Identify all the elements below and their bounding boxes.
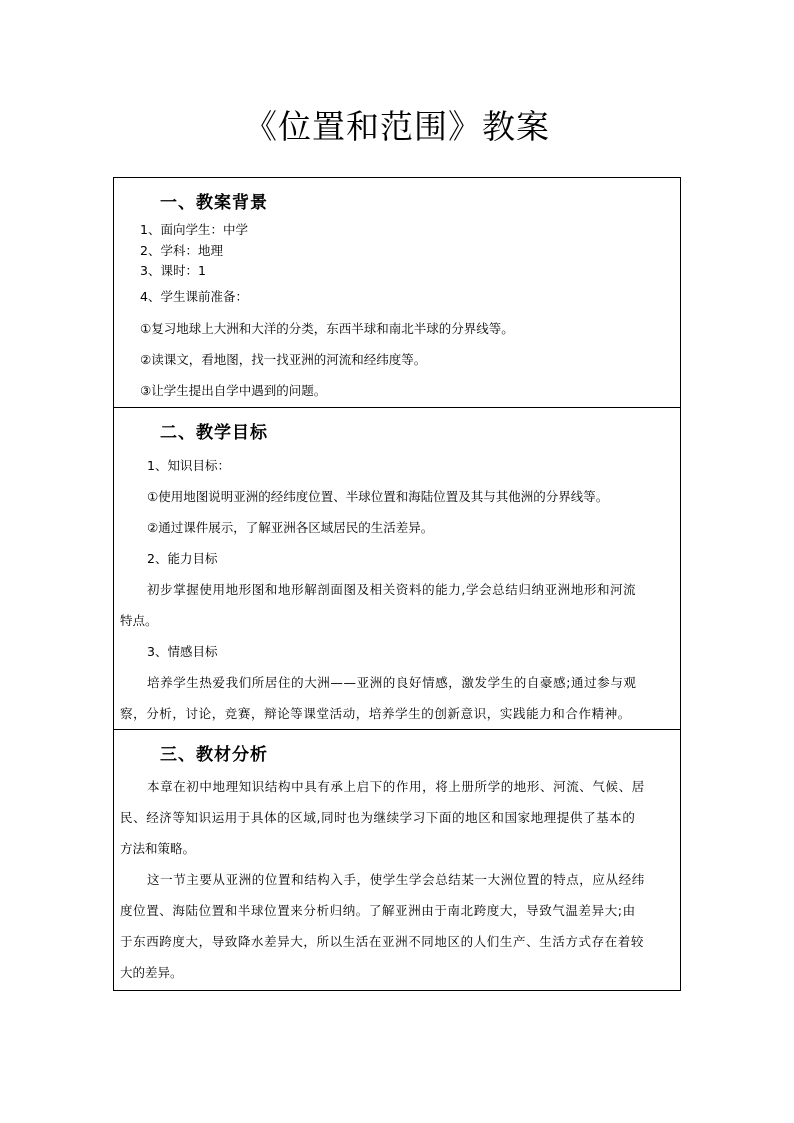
section-objectives — [114, 407, 680, 729]
section-heading-analysis: 三、教材分析 — [160, 745, 268, 765]
list-item: ①复习地球上大洲和大洋的分类，东西半球和南北半球的分界线等。 — [140, 321, 514, 336]
lesson-plan-table — [113, 177, 681, 991]
paragraph-line: 特点。 — [120, 613, 158, 628]
section-heading-objectives: 二、教学目标 — [160, 423, 268, 443]
paragraph-line: 本章在初中地理知识结构中具有承上启下的作用，将上册所学的地形、河流、气候、居 — [147, 779, 645, 794]
list-item: ③让学生提出自学中遇到的问题。 — [140, 383, 327, 398]
list-item: ②读课文，看地图，找一找亚洲的河流和经纬度等。 — [140, 352, 427, 367]
paragraph-line: 民、经济等知识运用于具体的区域,同时也为继续学习下面的地区和国家地理提供了基本的 — [120, 810, 636, 825]
section-background — [114, 178, 680, 407]
paragraph-line: 培养学生热爱我们所居住的大洲——亚洲的良好情感，激发学生的自豪感;通过参与观 — [147, 675, 637, 690]
paragraph-line: 这一节主要从亚洲的位置和结构入手，使学生学会总结某一大洲位置的特点，应从经纬 — [147, 872, 645, 887]
knowledge-item: ②通过课件展示，了解亚洲各区域居民的生活差异。 — [147, 520, 434, 535]
paragraph-line: 大的差异。 — [120, 965, 183, 980]
paragraph-line: 察，分析，讨论，竞赛，辩论等课堂活动，培养学生的创新意识，实践能力和合作精神。 — [120, 706, 631, 721]
section-material-analysis — [114, 729, 680, 990]
subheading-ability: 2、能力目标 — [147, 551, 218, 566]
list-item: 3、课时：1 — [140, 263, 206, 278]
paragraph-line: 度位置、海陆位置和半球位置来分析归纳。了解亚洲由于南北跨度大，导致气温差异大;由 — [120, 903, 636, 918]
list-item: 1、面向学生：中学 — [140, 222, 248, 237]
list-item: 4、学生课前准备： — [140, 289, 248, 304]
document-title: 《位置和范围》教案 — [244, 107, 550, 146]
subheading-emotion: 3、情感目标 — [147, 644, 218, 659]
knowledge-item: ①使用地图说明亚洲的经纬度位置、半球位置和海陆位置及其与其他洲的分界线等。 — [147, 489, 609, 504]
subheading-knowledge: 1、知识目标： — [147, 458, 230, 473]
list-item: 2、学科：地理 — [140, 243, 223, 258]
section-heading-background: 一、教案背景 — [160, 193, 268, 213]
paragraph-line: 方法和策略。 — [120, 841, 196, 856]
paragraph-line: 于东西跨度大，导致降水差异大，所以生活在亚洲不同地区的人们生产、生活方式存在着较 — [120, 934, 645, 949]
paragraph-line: 初步掌握使用地形图和地形解剖面图及相关资料的能力,学会总结归纳亚洲地形和河流 — [147, 582, 637, 597]
